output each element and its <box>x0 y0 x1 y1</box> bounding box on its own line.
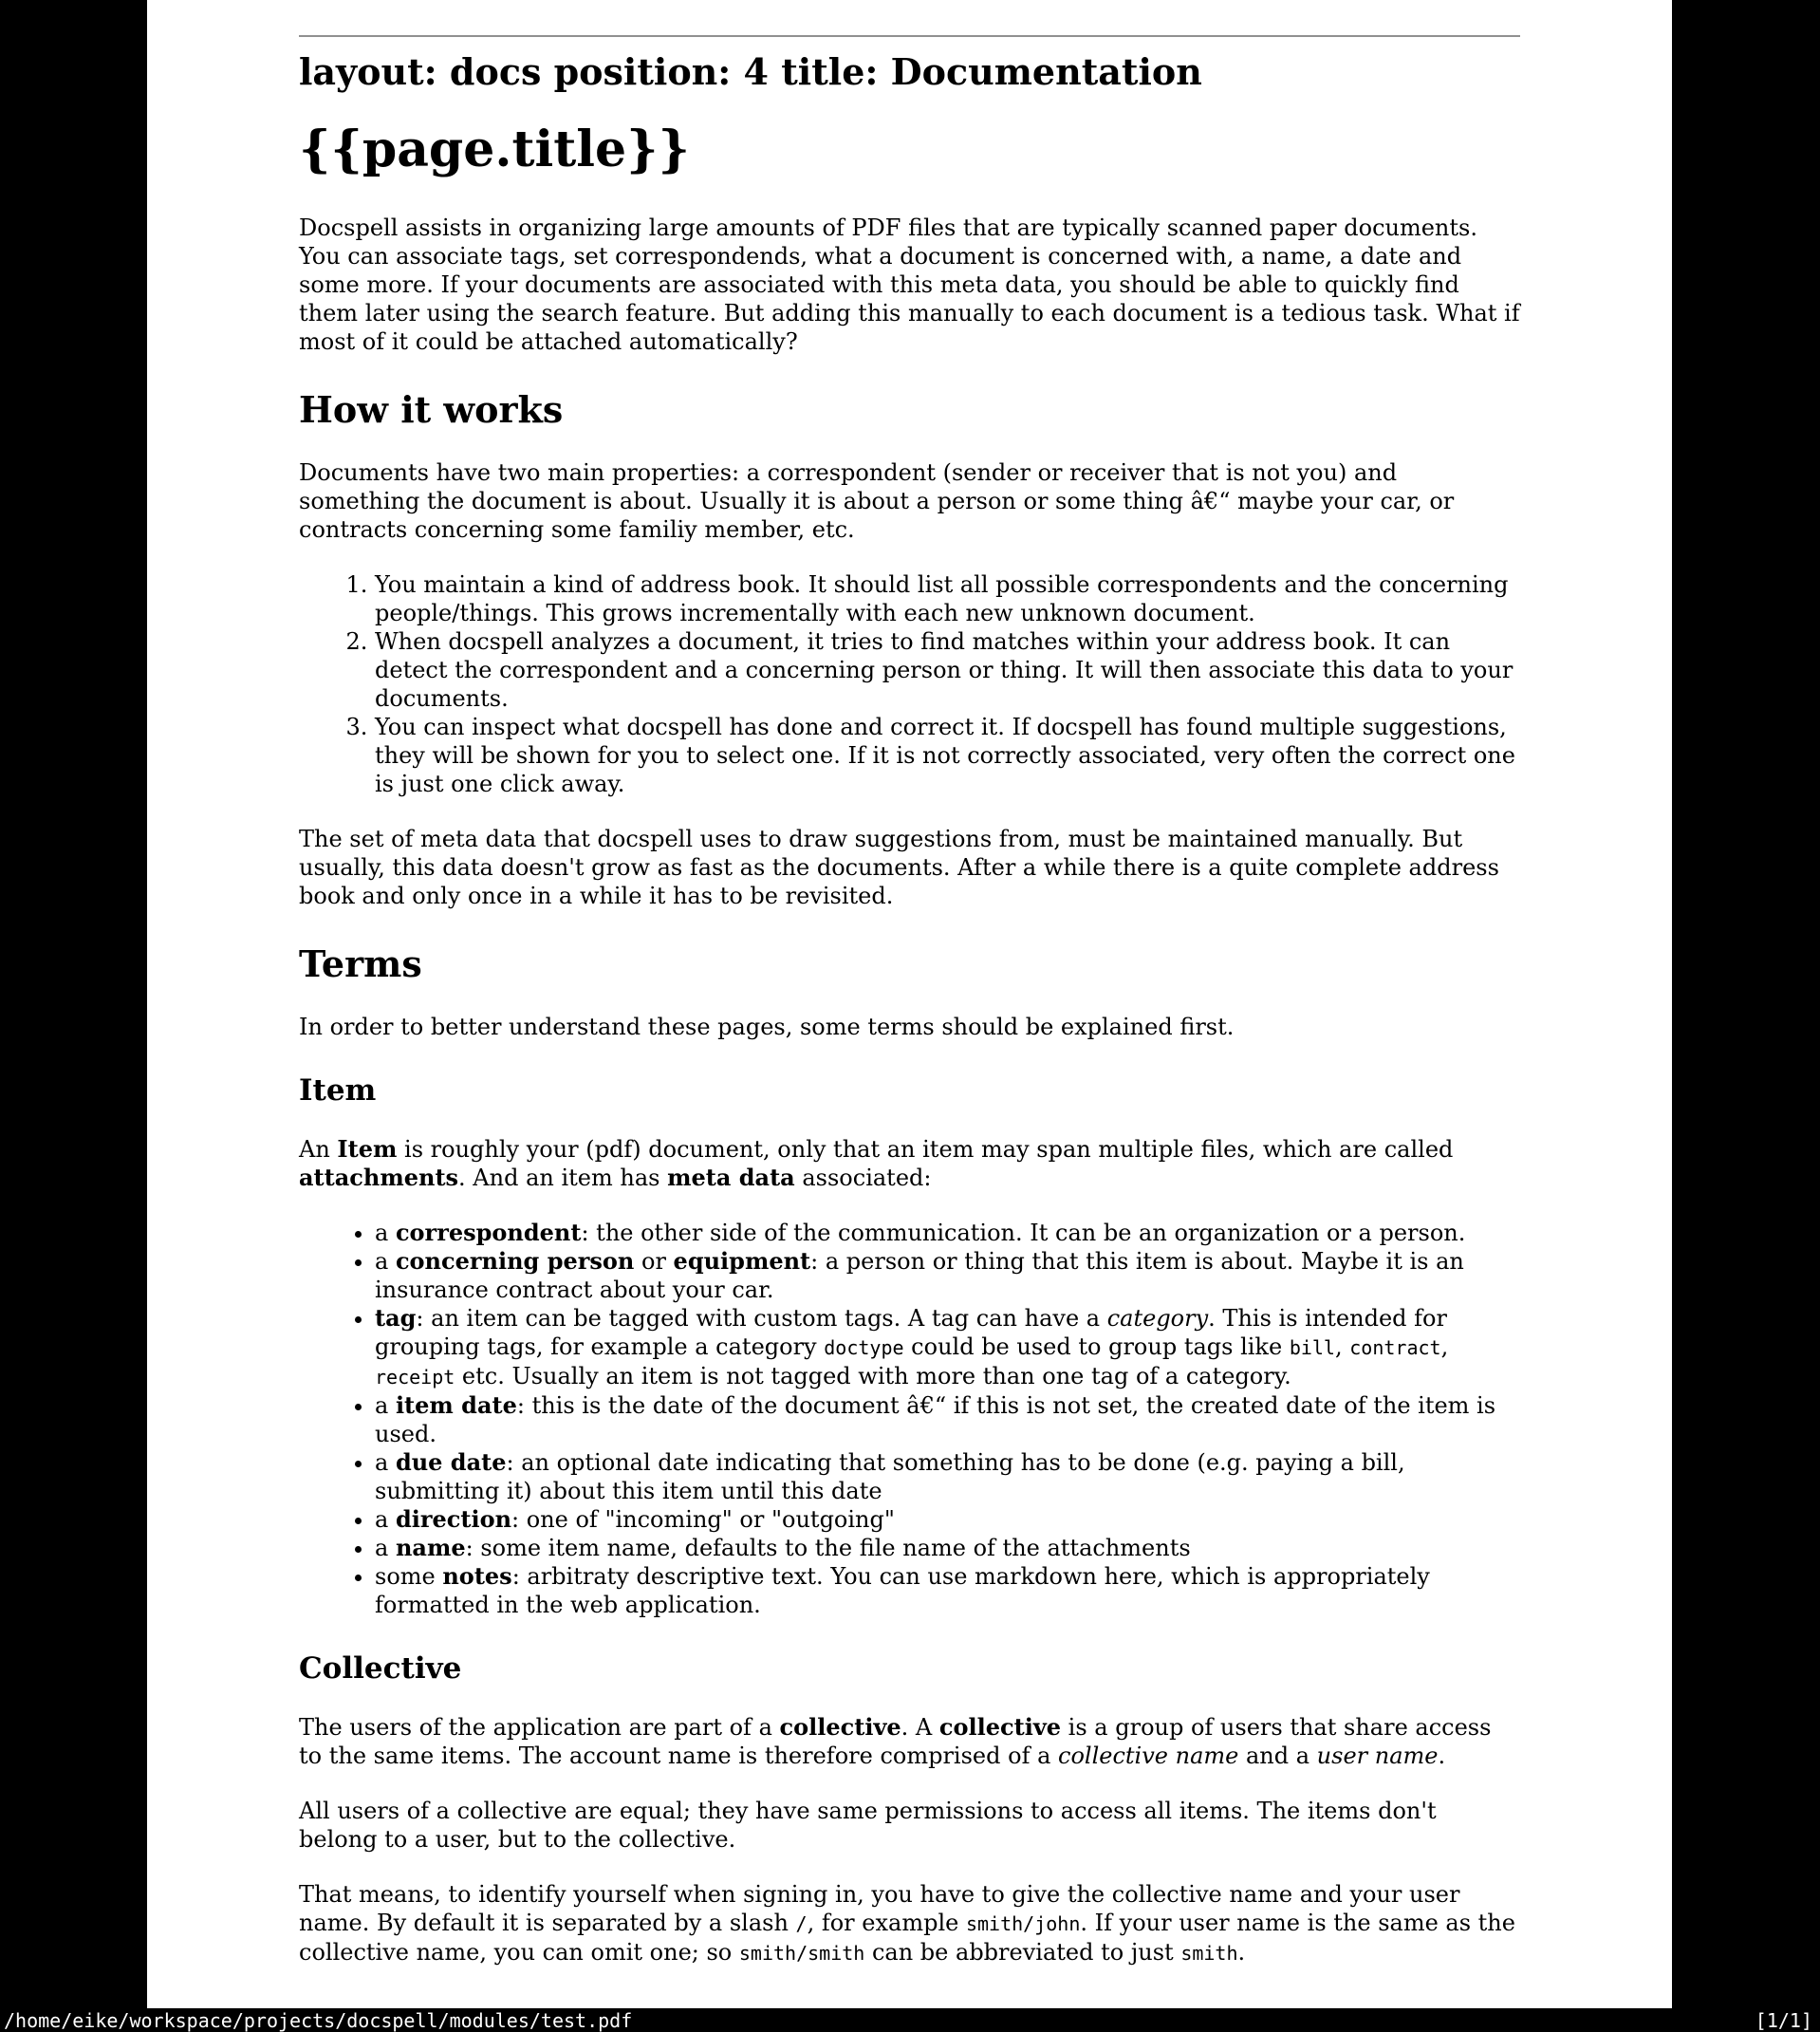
text-run: : some item name, defaults to the file name of the attachments <box>465 1535 1191 1561</box>
list-item <box>375 1219 1520 1247</box>
bold-text: concerning person <box>395 1247 635 1275</box>
text-run: : arbitraty descriptive text. You can use markdown here, which is appropriately formatted in the web application. <box>375 1563 1430 1618</box>
text-run: is a group of users that share access to the same items. The account name is therefore comprised of a <box>299 1714 1492 1769</box>
list-item <box>375 1391 1520 1448</box>
text-run: a <box>375 1248 396 1275</box>
bold-text: correspondent <box>395 1219 582 1246</box>
text-run: {{page.title}} <box>299 121 690 178</box>
text-run: . A <box>901 1714 939 1741</box>
text-run: , for example <box>807 1910 966 1936</box>
inline-code: contract <box>1349 1336 1441 1359</box>
text-run: etc. Usually an item is not tagged with more than one tag of a category. <box>455 1363 1291 1389</box>
text-run: a <box>375 1392 396 1419</box>
text-run: : this is the date of the document â€“ if this is not set, the created date of the item is used. <box>375 1392 1496 1447</box>
text-run: When docspell analyzes a document, it tries to find matches within your address book. It can detect the correspondent and a concerning person or thing. It will then associate this data to your documents. <box>375 628 1514 712</box>
text-run: layout: docs position: 4 title: Documentation <box>299 50 1202 93</box>
collective-paragraph-3 <box>299 1880 1520 1967</box>
heading-terms <box>299 942 1520 986</box>
pdf-page[interactable] <box>147 0 1672 2008</box>
text-run: and a <box>1238 1743 1317 1769</box>
heading-collective <box>299 1651 1520 1687</box>
bold-text: collective <box>938 1713 1062 1741</box>
page-title <box>299 121 1520 179</box>
item-meta-list <box>299 1219 1520 1619</box>
bold-text: item date <box>395 1391 517 1419</box>
text-run: can be abbreviated to just <box>864 1939 1181 1966</box>
meta-data-paragraph <box>299 825 1520 910</box>
inline-code: receipt <box>375 1366 455 1389</box>
text-run: Terms <box>299 942 422 985</box>
text-run: . <box>1237 1939 1246 1966</box>
text-run: Docspell assists in organizing large amounts of PDF files that are typically scanned paper documents. You can associate tags, set correspondends, what a document is concerned with, a name, a date and some more. If your documents are associated with this meta data, you should be able to quickly find them later using the search feature. But adding this manually to each document is a tedious task. What if most of it could be attached automatically? <box>299 214 1520 355</box>
text-run: . If your user name is the same as the collective name, you can omit one; so <box>299 1910 1515 1966</box>
list-item <box>375 1534 1520 1562</box>
list-item <box>375 1562 1520 1619</box>
bold-text: tag <box>375 1304 417 1332</box>
bold-text: meta data <box>667 1164 795 1191</box>
text-run: An <box>299 1136 338 1163</box>
list-item <box>375 1448 1520 1505</box>
bold-text: notes <box>442 1562 512 1590</box>
text-run: : a person or thing that this item is about. Maybe it is an insurance contract about your car. <box>375 1248 1464 1303</box>
bold-text: collective <box>779 1713 901 1741</box>
inline-code: smith <box>1180 1942 1238 1965</box>
heading-item <box>299 1073 1520 1109</box>
text-run: or <box>634 1248 674 1275</box>
italic-text: category <box>1106 1305 1209 1332</box>
text-run: Collective <box>299 1651 462 1686</box>
statusbar-file-path: /home/eike/workspace/projects/docspell/modules/test.pdf <box>4 2008 633 2032</box>
text-run: . This is intended for grouping tags, for example a category <box>375 1305 1447 1360</box>
text-run: is roughly your (pdf) document, only that an item may span multiple files, which are called <box>397 1136 1454 1163</box>
text-run: , <box>1440 1333 1449 1360</box>
list-item <box>375 1247 1520 1304</box>
intro-paragraph <box>299 214 1520 356</box>
inline-code: bill <box>1289 1336 1335 1359</box>
inline-code: doctype <box>824 1336 904 1359</box>
statusbar <box>0 2008 1820 2032</box>
text-run: could be used to group tags like <box>903 1333 1290 1360</box>
text-run: , <box>1334 1333 1350 1360</box>
how-it-works-steps <box>299 570 1520 798</box>
text-run: The set of meta data that docspell uses to draw suggestions from, must be maintained manually. But usually, this data doesn't grow as fast as the documents. After a while there is a quite complete address book and only once in a while it has to be revisited. <box>299 826 1499 909</box>
inline-code: smith/smith <box>738 1942 865 1965</box>
text-run: You maintain a kind of address book. It should list all possible correspondents and the concerning people/things. This grows incrementally with each new unknown document. <box>375 571 1509 626</box>
text-run: . And an item has <box>458 1165 668 1191</box>
list-item <box>375 1505 1520 1534</box>
text-run: How it works <box>299 388 564 431</box>
text-run: The users of the application are part of a <box>299 1714 780 1741</box>
list-item <box>375 627 1520 713</box>
list-item <box>375 570 1520 627</box>
text-run: . <box>1438 1743 1446 1769</box>
bold-text: Item <box>337 1135 398 1163</box>
terms-intro-paragraph <box>299 1013 1520 1041</box>
item-paragraph <box>299 1135 1520 1192</box>
collective-paragraph-2 <box>299 1797 1520 1854</box>
text-run: : an optional date indicating that something has to be done (e.g. paying a bill, submitting it) about this item until this date <box>375 1449 1405 1504</box>
text-run: a <box>375 1220 396 1246</box>
italic-text: user name <box>1316 1743 1439 1769</box>
statusbar-page-indicator: [1/1] <box>1755 2008 1812 2032</box>
bold-text: attachments <box>299 1164 459 1191</box>
document-content <box>147 0 1672 1967</box>
list-item <box>375 713 1520 798</box>
frontmatter-divider <box>299 35 1520 37</box>
text-run: a <box>375 1506 396 1533</box>
text-run: : an item can be tagged with custom tags. A tag can have a <box>416 1305 1107 1332</box>
bold-text: direction <box>395 1505 512 1533</box>
inline-code: / <box>795 1912 808 1935</box>
text-run: Item <box>299 1073 377 1108</box>
text-run: : the other side of the communication. It can be an organization or a person. <box>581 1220 1466 1246</box>
collective-paragraph-1 <box>299 1713 1520 1770</box>
inline-code: smith/john <box>965 1912 1081 1935</box>
text-run: Documents have two main properties: a correspondent (sender or receiver that is not you) and something the document is about. Usually it is about a person or some thing â€“ maybe your car, or contracts concerning some familiy member, etc. <box>299 459 1455 543</box>
text-run: a <box>375 1449 396 1476</box>
how-it-works-paragraph <box>299 458 1520 544</box>
bold-text: name <box>395 1534 466 1561</box>
text-run: In order to better understand these pages, some terms should be explained first. <box>299 1014 1235 1040</box>
bold-text: due date <box>395 1448 507 1476</box>
text-run: some <box>375 1563 443 1590</box>
text-run: : one of "incoming" or "outgoing" <box>511 1506 895 1533</box>
frontmatter-heading <box>299 50 1520 94</box>
bold-text: equipment <box>673 1247 811 1275</box>
text-run: All users of a collective are equal; they have same permissions to access all items. The items don't belong to a user, but to the collective. <box>299 1798 1437 1853</box>
heading-how-it-works <box>299 388 1520 432</box>
text-run: You can inspect what docspell has done and correct it. If docspell has found multiple suggestions, they will be shown for you to select one. If it is not correctly associated, very often the correct one is just one click away. <box>375 714 1515 797</box>
italic-text: collective name <box>1058 1743 1239 1769</box>
text-run: That means, to identify yourself when signing in, you have to give the collective name and your user name. By default it is separated by a slash <box>299 1881 1460 1936</box>
list-item <box>375 1304 1520 1391</box>
text-run: associated: <box>794 1165 932 1191</box>
text-run: a <box>375 1535 396 1561</box>
